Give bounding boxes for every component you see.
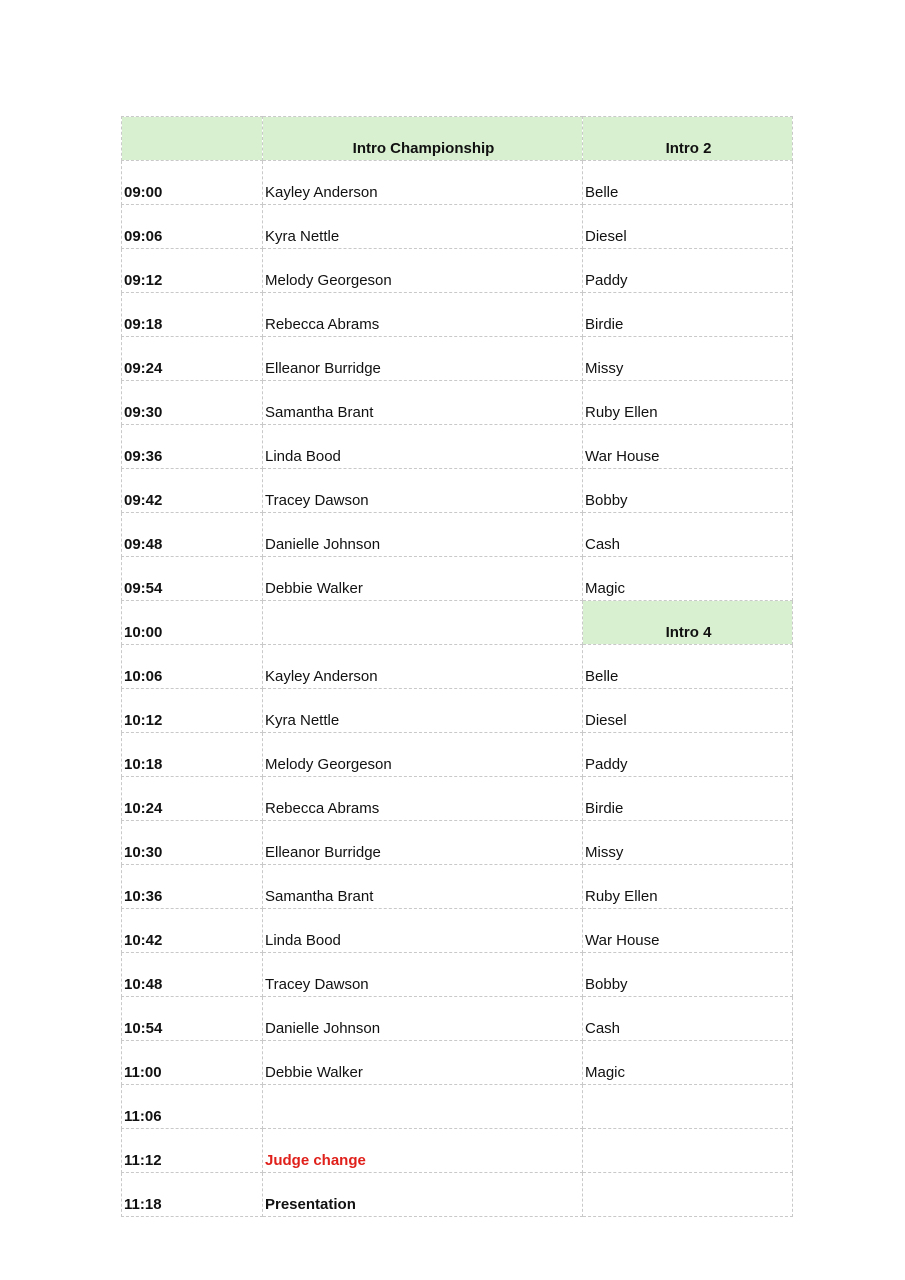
horse-cell	[583, 1173, 793, 1217]
time-cell: 09:06	[122, 205, 263, 249]
time-cell: 11:06	[122, 1085, 263, 1129]
table-row	[122, 997, 793, 1041]
table-row	[122, 205, 793, 249]
horse-cell: Birdie	[583, 777, 793, 821]
table-row	[122, 909, 793, 953]
table-row	[122, 1129, 793, 1173]
table-row	[122, 469, 793, 513]
time-cell: 10:48	[122, 953, 263, 997]
table-row	[122, 161, 793, 205]
time-cell: 10:12	[122, 689, 263, 733]
table-row	[122, 513, 793, 557]
time-cell: 09:42	[122, 469, 263, 513]
horse-cell: Cash	[583, 513, 793, 557]
table-row	[122, 953, 793, 997]
horse-cell: Magic	[583, 557, 793, 601]
horse-cell: Missy	[583, 821, 793, 865]
table-row	[122, 381, 793, 425]
rider-cell: Linda Bood	[263, 909, 583, 953]
horse-cell	[583, 1085, 793, 1129]
presentation-note: Presentation	[263, 1173, 583, 1217]
table-row	[122, 293, 793, 337]
time-cell: 10:24	[122, 777, 263, 821]
rider-cell: Danielle Johnson	[263, 997, 583, 1041]
time-cell: 09:30	[122, 381, 263, 425]
horse-cell: War House	[583, 909, 793, 953]
time-cell: 09:18	[122, 293, 263, 337]
rider-cell: Melody Georgeson	[263, 733, 583, 777]
rider-cell: Tracey Dawson	[263, 953, 583, 997]
time-cell: 09:24	[122, 337, 263, 381]
table-row	[122, 1173, 793, 1217]
time-cell: 09:48	[122, 513, 263, 557]
horse-cell: Bobby	[583, 469, 793, 513]
rider-cell	[263, 601, 583, 645]
time-cell: 10:06	[122, 645, 263, 689]
rider-cell: Elleanor Burridge	[263, 821, 583, 865]
time-cell: 09:36	[122, 425, 263, 469]
rider-cell: Kyra Nettle	[263, 689, 583, 733]
rider-cell: Debbie Walker	[263, 557, 583, 601]
rider-cell: Danielle Johnson	[263, 513, 583, 557]
table-row	[122, 1041, 793, 1085]
table-row	[122, 777, 793, 821]
horse-cell: Diesel	[583, 205, 793, 249]
time-cell: 11:00	[122, 1041, 263, 1085]
horse-cell	[583, 1129, 793, 1173]
table-row	[122, 1085, 793, 1129]
time-cell: 11:12	[122, 1129, 263, 1173]
time-cell: 10:42	[122, 909, 263, 953]
table-row	[122, 689, 793, 733]
class-header-intro-championship: Intro Championship	[263, 117, 583, 161]
horse-cell: Magic	[583, 1041, 793, 1085]
rider-cell: Melody Georgeson	[263, 249, 583, 293]
time-cell: 09:00	[122, 161, 263, 205]
judge-change-note: Judge change	[263, 1129, 583, 1173]
rider-cell: Kayley Anderson	[263, 161, 583, 205]
table-row	[122, 601, 793, 645]
time-cell: 10:30	[122, 821, 263, 865]
horse-cell: Paddy	[583, 733, 793, 777]
rider-cell: Debbie Walker	[263, 1041, 583, 1085]
rider-cell: Tracey Dawson	[263, 469, 583, 513]
horse-cell: Bobby	[583, 953, 793, 997]
time-cell: 10:18	[122, 733, 263, 777]
horse-cell: Ruby Ellen	[583, 865, 793, 909]
time-cell: 10:00	[122, 601, 263, 645]
horse-cell: Paddy	[583, 249, 793, 293]
header-row	[122, 117, 793, 161]
class-header-intro-4: Intro 4	[583, 601, 793, 645]
rider-cell: Samantha Brant	[263, 381, 583, 425]
table-row	[122, 645, 793, 689]
horse-cell: Missy	[583, 337, 793, 381]
rider-cell: Elleanor Burridge	[263, 337, 583, 381]
horse-cell: Belle	[583, 645, 793, 689]
table-row	[122, 425, 793, 469]
table-row	[122, 557, 793, 601]
horse-cell: Belle	[583, 161, 793, 205]
rider-cell: Kyra Nettle	[263, 205, 583, 249]
rider-cell	[263, 1085, 583, 1129]
horse-cell: Birdie	[583, 293, 793, 337]
time-cell: 09:54	[122, 557, 263, 601]
time-cell: 10:36	[122, 865, 263, 909]
rider-cell: Linda Bood	[263, 425, 583, 469]
table-row	[122, 733, 793, 777]
time-header-cell	[122, 117, 263, 161]
horse-cell: Cash	[583, 997, 793, 1041]
horse-cell: War House	[583, 425, 793, 469]
time-cell: 10:54	[122, 997, 263, 1041]
table-row	[122, 337, 793, 381]
rider-cell: Rebecca Abrams	[263, 777, 583, 821]
table-row	[122, 821, 793, 865]
rider-cell: Kayley Anderson	[263, 645, 583, 689]
horse-cell: Ruby Ellen	[583, 381, 793, 425]
table-row	[122, 865, 793, 909]
table-row	[122, 249, 793, 293]
rider-cell: Rebecca Abrams	[263, 293, 583, 337]
time-cell: 11:18	[122, 1173, 263, 1217]
time-cell: 09:12	[122, 249, 263, 293]
rider-cell: Samantha Brant	[263, 865, 583, 909]
class-header-intro-2: Intro 2	[583, 117, 793, 161]
schedule-table	[121, 116, 793, 1217]
horse-cell: Diesel	[583, 689, 793, 733]
